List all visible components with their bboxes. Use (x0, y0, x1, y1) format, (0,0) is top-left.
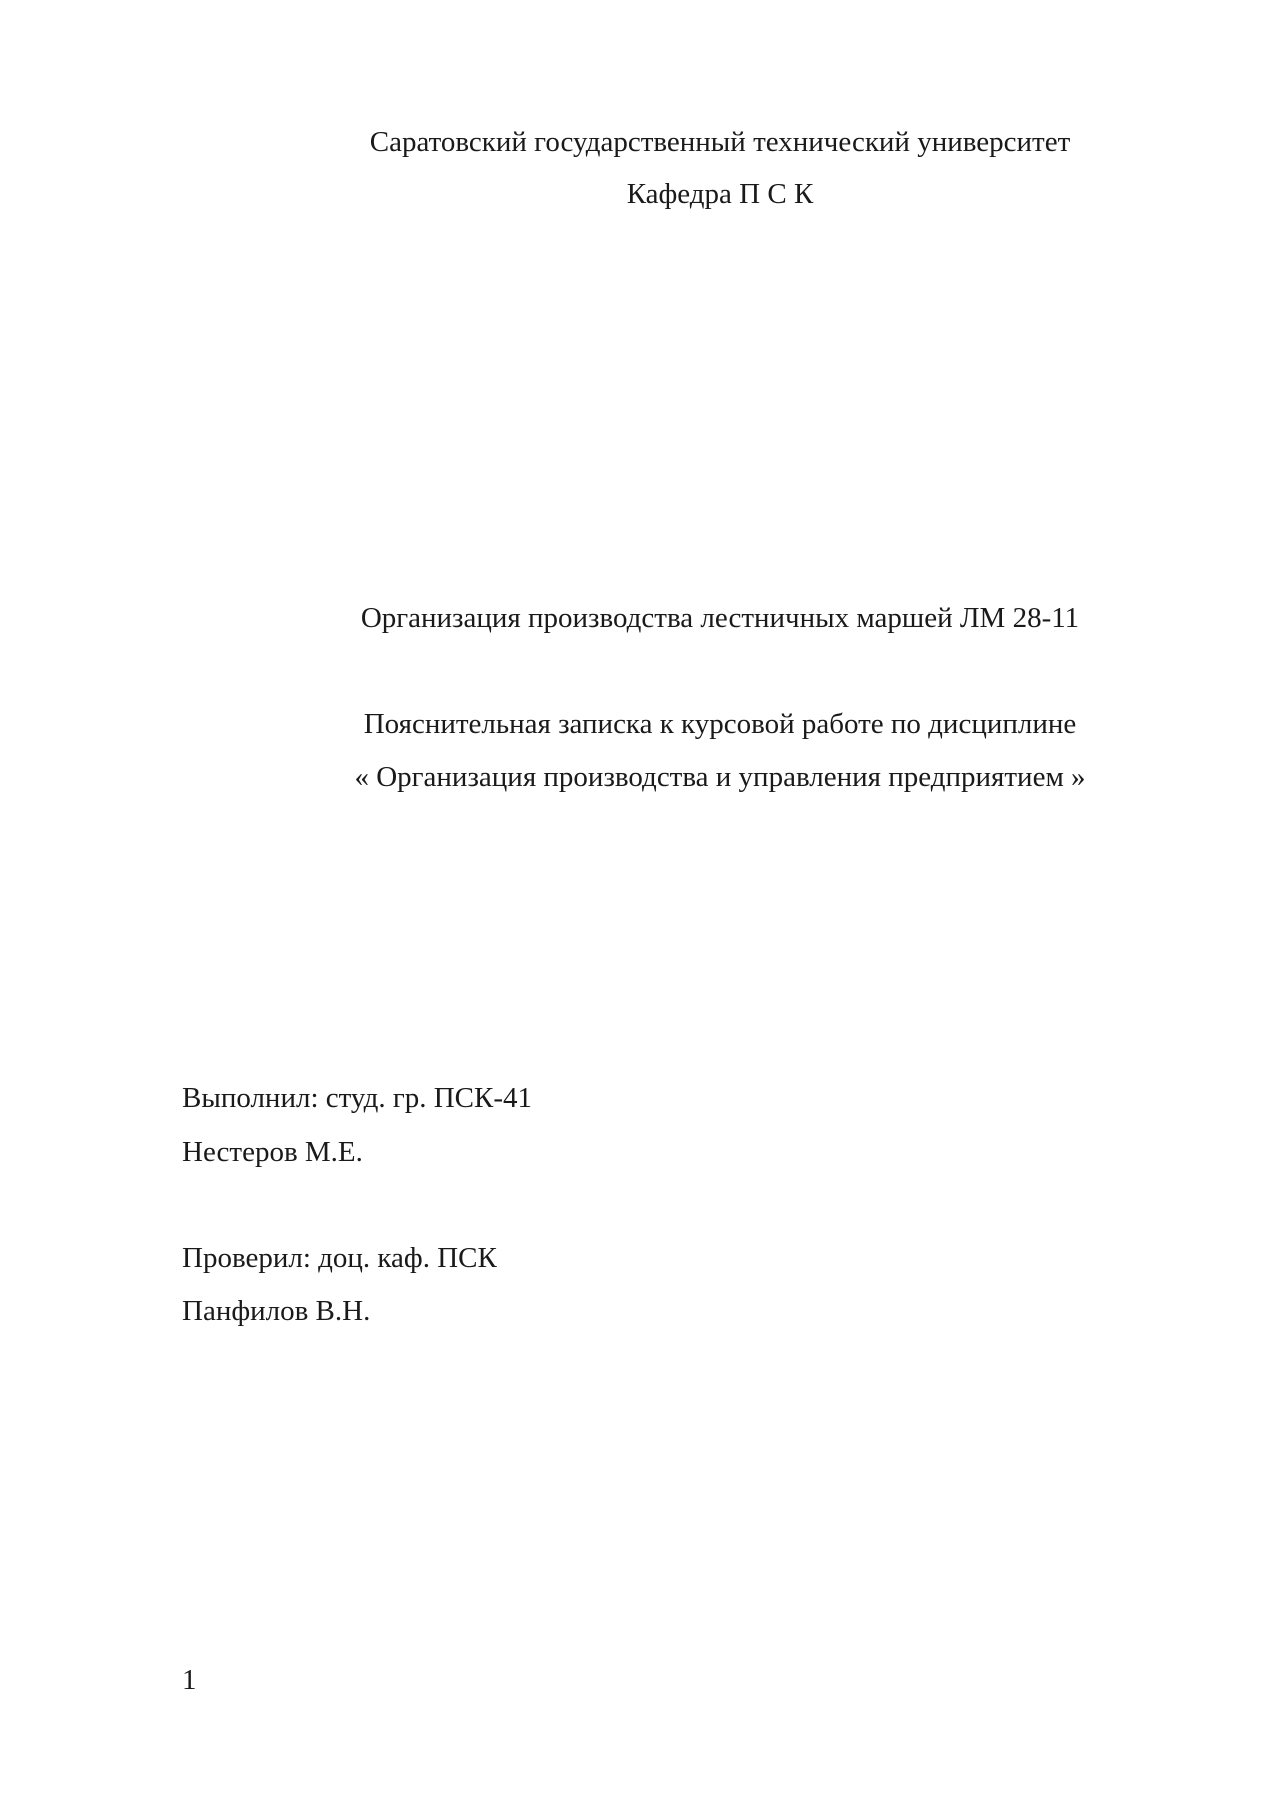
discipline-name: « Организация производства и управления предприятием » (354, 761, 1086, 793)
performed-by-label: Выполнил: студ. гр. ПСК-41 (182, 1082, 533, 1114)
teacher-name: Панфилов В.Н. (182, 1295, 371, 1327)
university-name: Саратовский государственный технический университет (369, 126, 1071, 158)
work-topic: Организация производства лестничных маршей ЛМ 28-11 (360, 602, 1080, 634)
explanatory-note-line-1: Пояснительная записка к курсовой работе по дисциплине (363, 708, 1077, 740)
page-number: 1 (182, 1664, 197, 1696)
department-name: Кафедра П С К (626, 178, 814, 210)
checked-by-label: Проверил: доц. каф. ПСК (182, 1242, 497, 1274)
student-name: Нестеров М.Е. (182, 1136, 363, 1168)
